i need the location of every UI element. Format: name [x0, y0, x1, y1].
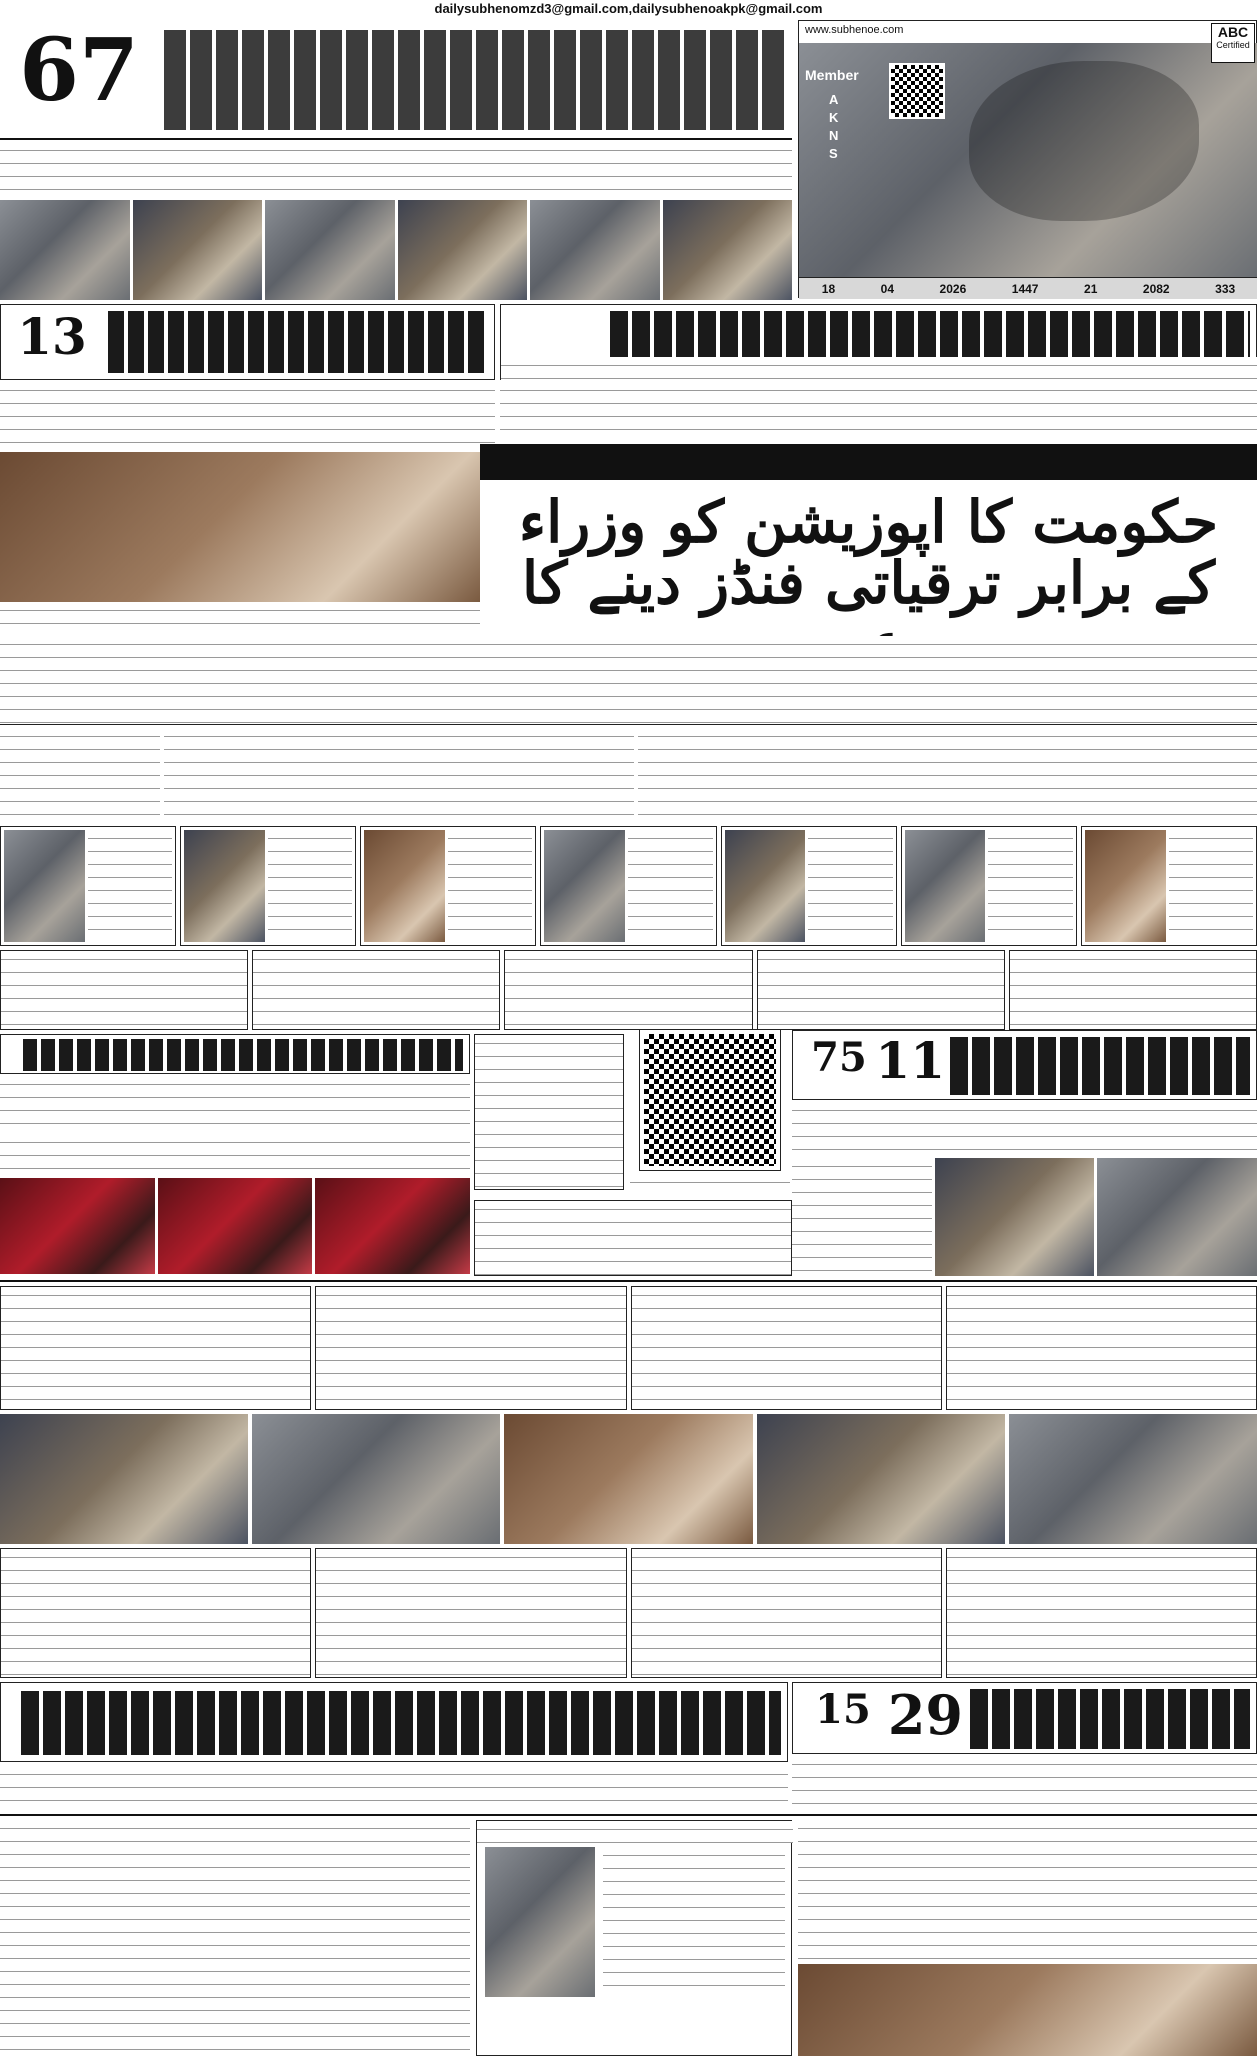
section-divider — [0, 1280, 1257, 1282]
brief-story — [757, 950, 1005, 1030]
salary-story-text — [792, 1756, 1257, 1810]
member-label: Member — [805, 67, 859, 83]
brief-story — [315, 1286, 626, 1410]
news-photo — [252, 1414, 500, 1544]
news-brief — [180, 826, 356, 946]
brief-text — [808, 830, 892, 942]
section-divider — [0, 724, 1257, 725]
brief-story — [946, 1286, 1257, 1410]
lead-headline — [0, 20, 792, 140]
local-bodies-headline — [0, 304, 495, 380]
brief-story — [631, 1286, 942, 1410]
opposition-fund-story-text — [0, 636, 1257, 724]
zakat-story-text — [792, 1102, 1257, 1154]
zakat-headline — [792, 1030, 1257, 1100]
news-photo — [935, 1158, 1095, 1276]
iran-story-continuation — [500, 382, 1257, 442]
zakat-photo-strip — [792, 1158, 1257, 1276]
salary-headline-calligraphy — [970, 1689, 1250, 1749]
iran-story-text — [501, 357, 1257, 381]
lead-story-text — [0, 142, 792, 200]
news-photo — [315, 1178, 470, 1274]
zakat-headline-number-2: 75 — [811, 1034, 867, 1081]
poet-photo — [485, 1847, 595, 1997]
news-photo — [663, 200, 793, 300]
section-divider — [0, 1814, 1257, 1816]
news-photo — [757, 1414, 1005, 1544]
small-brief — [474, 1034, 624, 1190]
brief-story — [315, 1548, 626, 1678]
abc-sublabel: Certified — [1216, 40, 1250, 50]
news-photo — [504, 1414, 752, 1544]
local-bodies-headline-number: 13 — [17, 307, 87, 366]
dateline-number: 18 — [821, 281, 836, 296]
portrait-photo — [364, 830, 445, 942]
qr-code[interactable] — [640, 1030, 780, 1170]
goods-photo-strip — [0, 1178, 470, 1274]
abc-label: ABC — [1217, 24, 1249, 40]
portrait-row — [0, 826, 1257, 946]
court-story-text — [0, 1134, 470, 1174]
salary-headline-number: 29 — [887, 1683, 963, 1747]
portrait-photo — [184, 830, 265, 942]
opposition-fund-kicker — [480, 444, 1257, 480]
salary-headline — [792, 1682, 1257, 1754]
masthead-nameplate-logo — [969, 61, 1199, 221]
local-bodies-headline-calligraphy — [108, 311, 488, 373]
qr-caption — [630, 1174, 790, 1194]
news-brief — [721, 826, 897, 946]
bottom-story-column — [0, 1820, 470, 2056]
poem-box-title — [477, 1821, 793, 1843]
bottom-right-story — [798, 1820, 1257, 1960]
news-brief — [0, 826, 176, 946]
portrait-photo — [4, 830, 85, 942]
brief-story — [504, 950, 752, 1030]
salary-headline-number-2: 15 — [815, 1686, 871, 1733]
zakat-headline-number: 11 — [875, 1031, 945, 1090]
imf-story — [164, 728, 634, 822]
local-bodies-story-text — [0, 382, 495, 450]
brief-text — [268, 830, 352, 942]
dateline-number: 333 — [1215, 281, 1236, 296]
poem-text — [603, 1847, 785, 1997]
brief-text — [448, 830, 532, 942]
news-photo — [133, 200, 263, 300]
brief-story — [0, 950, 248, 1030]
news-brief — [1081, 826, 1257, 946]
festival-headline — [0, 1034, 470, 1074]
group-photo — [0, 452, 480, 602]
opposition-fund-headline: حکومت کا اپوزیشن کو وزراء کے برابر ترقیاتی فنڈز دینے کا — [518, 488, 1219, 617]
member-org-code: A K N S — [829, 92, 839, 161]
portrait-photo — [725, 830, 806, 942]
news-briefs-row — [0, 1548, 1257, 1678]
news-photo — [398, 200, 528, 300]
photo-row — [0, 1414, 1257, 1544]
lead-headline-number: 67 — [19, 20, 139, 121]
welfare-program-headline — [0, 1682, 788, 1762]
news-photo — [1009, 1414, 1257, 1544]
group-photo-caption — [0, 602, 480, 632]
short-story — [0, 728, 160, 822]
brief-story — [631, 1548, 942, 1678]
lead-headline-calligraphy — [164, 30, 784, 130]
brief-text — [628, 830, 712, 942]
brief-text — [1169, 830, 1253, 942]
news-photo — [0, 1414, 248, 1544]
development-story — [638, 728, 1257, 822]
iran-headline — [500, 304, 1257, 380]
masthead-qr-code[interactable] — [889, 63, 945, 119]
news-photo — [158, 1178, 313, 1274]
brief-story — [0, 1548, 311, 1678]
abc-certified-badge — [1211, 23, 1255, 63]
portrait-photo — [1085, 830, 1166, 942]
brief-text — [88, 830, 172, 942]
iran-headline-calligraphy — [610, 311, 1250, 357]
news-photo — [265, 200, 395, 300]
news-brief — [901, 826, 1077, 946]
news-brief — [540, 826, 716, 946]
portrait-photo — [544, 830, 625, 942]
zakat-story-column — [792, 1158, 932, 1276]
dateline-bar — [799, 277, 1257, 299]
portrait-photo — [905, 830, 986, 942]
news-brief — [360, 826, 536, 946]
news-photo — [530, 200, 660, 300]
dateline-number: 04 — [880, 281, 895, 296]
brief-story — [252, 950, 500, 1030]
dateline-number: 2082 — [1142, 281, 1170, 296]
news-photo — [1097, 1158, 1257, 1276]
website-url[interactable]: www.subhenoe.com — [805, 24, 904, 36]
contact-email-line: dailysubhenomzd3@gmail.com,dailysubhenoakpk@gmail.com — [434, 1, 823, 16]
brief-story — [0, 1286, 311, 1410]
welfare-program-headline-calligraphy — [21, 1691, 781, 1755]
poem-box — [476, 1820, 792, 2056]
zakat-headline-calligraphy — [950, 1037, 1250, 1095]
dateline-number: 21 — [1084, 281, 1098, 296]
welfare-program-story-text — [0, 1766, 788, 1810]
brief-story — [1009, 950, 1257, 1030]
news-briefs-row — [0, 1286, 1257, 1410]
lead-photo-strip — [0, 200, 792, 300]
news-photo — [798, 1964, 1257, 2056]
news-photo — [0, 200, 130, 300]
brief-story — [946, 1548, 1257, 1678]
news-photo — [0, 1178, 155, 1274]
food-authority-story — [474, 1200, 792, 1276]
brief-headline-row — [0, 950, 1257, 1030]
brief-text — [988, 830, 1072, 942]
masthead — [798, 20, 1257, 298]
festival-story-text — [0, 1076, 470, 1132]
dateline-number: 1447 — [1011, 281, 1039, 296]
festival-headline-calligraphy — [23, 1039, 463, 1071]
dateline-number: 2026 — [939, 281, 967, 296]
